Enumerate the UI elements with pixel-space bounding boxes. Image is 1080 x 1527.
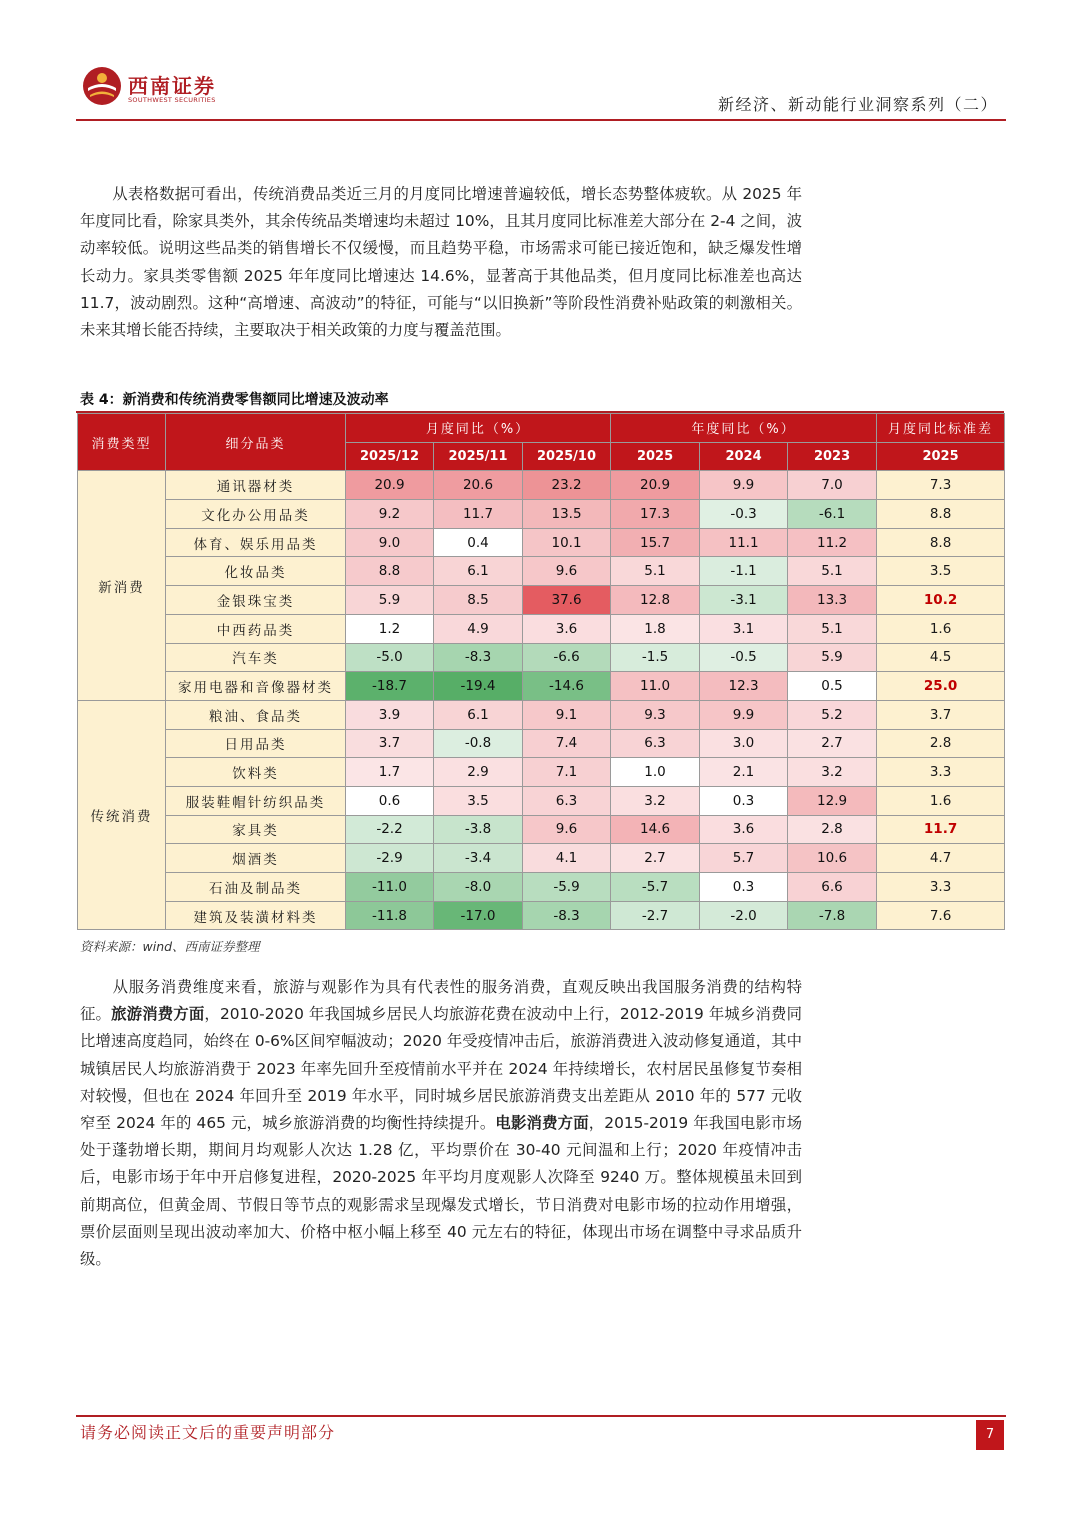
std-dev-cell: 4.7	[877, 844, 1005, 873]
sub-category-name: 石油及制品类	[166, 873, 346, 902]
header-monthly-yoy: 月度同比（%）	[346, 414, 611, 443]
annual-yoy-cell: 11.2	[788, 528, 877, 557]
monthly-yoy-cell: 10.1	[523, 528, 611, 557]
annual-yoy-cell: -2.7	[611, 901, 700, 930]
annual-yoy-cell: 11.0	[611, 672, 700, 701]
annual-yoy-cell: 5.2	[788, 700, 877, 729]
monthly-yoy-cell: 9.6	[523, 557, 611, 586]
annual-yoy-cell: -0.5	[700, 643, 788, 672]
annual-yoy-cell: -6.1	[788, 500, 877, 529]
subheader-year: 2025	[611, 442, 700, 471]
annual-yoy-cell: 5.1	[611, 557, 700, 586]
annual-yoy-cell: -1.5	[611, 643, 700, 672]
annual-yoy-cell: 5.9	[788, 643, 877, 672]
sub-category-name: 家用电器和音像器材类	[166, 672, 346, 701]
annual-yoy-cell: 15.7	[611, 528, 700, 557]
sub-category-name: 金银珠宝类	[166, 586, 346, 615]
annual-yoy-cell: 0.3	[700, 873, 788, 902]
subheader-month: 2025/12	[346, 442, 434, 471]
monthly-yoy-cell: 4.9	[434, 614, 523, 643]
annual-yoy-cell: 3.2	[788, 758, 877, 787]
table-header-row	[78, 414, 1005, 443]
subheader-year: 2023	[788, 442, 877, 471]
annual-yoy-cell: 11.1	[700, 528, 788, 557]
retail-growth-table	[77, 413, 1005, 930]
table-row	[78, 672, 1005, 701]
header-sub-category: 细分品类	[166, 414, 346, 471]
annual-yoy-cell: -5.7	[611, 873, 700, 902]
annual-yoy-cell: -1.1	[700, 557, 788, 586]
monthly-yoy-cell: 8.8	[346, 557, 434, 586]
monthly-yoy-cell: 37.6	[523, 586, 611, 615]
table-source-note: 资料来源：wind、西南证券整理	[80, 939, 260, 954]
monthly-yoy-cell: 6.1	[434, 700, 523, 729]
sub-category-name: 体育、娱乐用品类	[166, 528, 346, 557]
paragraph-services	[80, 974, 802, 1273]
std-dev-cell: 8.8	[877, 500, 1005, 529]
annual-yoy-cell: 12.9	[788, 786, 877, 815]
monthly-yoy-cell: 7.1	[523, 758, 611, 787]
annual-yoy-cell: 14.6	[611, 815, 700, 844]
std-dev-cell: 2.8	[877, 729, 1005, 758]
annual-yoy-cell: 17.3	[611, 500, 700, 529]
monthly-yoy-cell: 0.6	[346, 786, 434, 815]
annual-yoy-cell: 2.8	[788, 815, 877, 844]
monthly-yoy-cell: 3.6	[523, 614, 611, 643]
sub-category-name: 汽车类	[166, 643, 346, 672]
sub-category-name: 服装鞋帽针纺织品类	[166, 786, 346, 815]
sub-category-name: 家具类	[166, 815, 346, 844]
monthly-yoy-cell: 6.1	[434, 557, 523, 586]
monthly-yoy-cell: 9.0	[346, 528, 434, 557]
monthly-yoy-cell: -2.2	[346, 815, 434, 844]
company-logo	[82, 66, 232, 110]
sub-category-name: 烟酒类	[166, 844, 346, 873]
monthly-yoy-cell: -3.4	[434, 844, 523, 873]
annual-yoy-cell: 3.1	[700, 614, 788, 643]
table-row	[78, 844, 1005, 873]
header-divider	[76, 119, 1006, 121]
monthly-yoy-cell: -11.0	[346, 873, 434, 902]
film-text: ，2015-2019 年我国电影市场处于蓬勃增长期，期间月均观影人次达 1.28 亿，平均票价在 30-40 元间温和上行；2020 年疫情冲击后，电影市场于年中开启修复进程，2020-2025 年平均月度观影人次降至 9240 万。整体规模虽未回到前期高位，但黄金周、节假日等节点的观影需求呈现爆发式增长，节日消费对电影市场的拉动作用增强，票价层面则呈现出波动率加大、价格中枢小幅上移至 40 元左右的特征，体现出市场在调整中寻求品质升级。	[80, 1114, 802, 1269]
monthly-yoy-cell: 2.9	[434, 758, 523, 787]
annual-yoy-cell: 9.9	[700, 700, 788, 729]
annual-yoy-cell: 7.0	[788, 471, 877, 500]
tourism-label: 旅游消费方面	[111, 1005, 205, 1024]
logo-chinese-name: 西南证券	[128, 74, 216, 98]
sub-category-name: 日用品类	[166, 729, 346, 758]
std-dev-cell: 3.3	[877, 873, 1005, 902]
monthly-yoy-cell: 9.1	[523, 700, 611, 729]
monthly-yoy-cell: -6.6	[523, 643, 611, 672]
footer-notice: 请务必阅读正文后的重要声明部分	[80, 1423, 336, 1442]
logo-mark-icon	[82, 66, 122, 106]
annual-yoy-cell: 12.8	[611, 586, 700, 615]
monthly-yoy-cell: 20.6	[434, 471, 523, 500]
annual-yoy-cell: -2.0	[700, 901, 788, 930]
monthly-yoy-cell: 23.2	[523, 471, 611, 500]
annual-yoy-cell: -7.8	[788, 901, 877, 930]
table-row	[78, 557, 1005, 586]
monthly-yoy-cell: -19.4	[434, 672, 523, 701]
sub-category-name: 化妆品类	[166, 557, 346, 586]
std-dev-cell: 11.7	[877, 815, 1005, 844]
table-row	[78, 471, 1005, 500]
table-row	[78, 873, 1005, 902]
annual-yoy-cell: 5.1	[788, 557, 877, 586]
monthly-yoy-cell: -14.6	[523, 672, 611, 701]
subheader-std-year: 2025	[877, 442, 1005, 471]
group-traditional-consumption: 传统消费	[78, 700, 166, 930]
std-dev-cell: 3.5	[877, 557, 1005, 586]
table-row	[78, 786, 1005, 815]
monthly-yoy-cell: 13.5	[523, 500, 611, 529]
annual-yoy-cell: 5.1	[788, 614, 877, 643]
monthly-yoy-cell: 9.6	[523, 815, 611, 844]
std-dev-cell: 8.8	[877, 528, 1005, 557]
monthly-yoy-cell: 8.5	[434, 586, 523, 615]
table-row	[78, 586, 1005, 615]
monthly-yoy-cell: -5.0	[346, 643, 434, 672]
monthly-yoy-cell: 20.9	[346, 471, 434, 500]
annual-yoy-cell: 3.2	[611, 786, 700, 815]
monthly-yoy-cell: 3.7	[346, 729, 434, 758]
annual-yoy-cell: 6.6	[788, 873, 877, 902]
monthly-yoy-cell: -0.8	[434, 729, 523, 758]
monthly-yoy-cell: 1.7	[346, 758, 434, 787]
monthly-yoy-cell: -17.0	[434, 901, 523, 930]
monthly-yoy-cell: -8.3	[523, 901, 611, 930]
monthly-yoy-cell: -18.7	[346, 672, 434, 701]
monthly-yoy-cell: 9.2	[346, 500, 434, 529]
annual-yoy-cell: 2.1	[700, 758, 788, 787]
annual-yoy-cell: 2.7	[611, 844, 700, 873]
annual-yoy-cell: 9.9	[700, 471, 788, 500]
paragraph-analysis-text: 从表格数据可看出，传统消费品类近三月的月度同比增速普遍较低，增长态势整体疲软。从 2025 年年度同比看，除家具类外，其余传统品类增速均未超过 10%，且其月度同比标准差大部分在 2-4 之间，波动率较低。说明这些品类的销售增长不仅缓慢，而且趋势平稳，市场需求可能已接近饱和，缺乏爆发性增长动力。家具类零售额 2025 年年度同比增速达 14.6%，显著高于其他品类，但月度同比标准差也高达 11.7，波动剧烈。这种“高增速、高波动”的特征，可能与“以旧换新”等阶段性消费补贴政策的刺激相关。未来其增长能否持续，主要取决于相关政策的力度与覆盖范围。	[80, 185, 802, 340]
monthly-yoy-cell: 3.9	[346, 700, 434, 729]
film-label: 电影消费方面	[495, 1114, 589, 1133]
table-row	[78, 815, 1005, 844]
monthly-yoy-cell: -8.3	[434, 643, 523, 672]
monthly-yoy-cell: -3.8	[434, 815, 523, 844]
table-row	[78, 700, 1005, 729]
monthly-yoy-cell: 4.1	[523, 844, 611, 873]
table-body	[78, 471, 1005, 930]
monthly-yoy-cell: 11.7	[434, 500, 523, 529]
sub-category-name: 通讯器材类	[166, 471, 346, 500]
std-dev-cell: 7.3	[877, 471, 1005, 500]
subheader-month: 2025/10	[523, 442, 611, 471]
monthly-yoy-cell: -5.9	[523, 873, 611, 902]
logo-english-name: SOUTHWEST SECURITIES	[128, 96, 216, 104]
paragraph-analysis	[80, 181, 802, 344]
sub-category-name: 中西药品类	[166, 614, 346, 643]
header-monthly-std: 月度同比标准差	[877, 414, 1005, 443]
std-dev-cell: 3.7	[877, 700, 1005, 729]
monthly-yoy-cell: 1.2	[346, 614, 434, 643]
tourism-text: ，2010-2020 年我国城乡居民人均旅游花费在波动中上行，2012-2019 年城乡消费同比增速高度趋同，始终在 0-6%区间窄幅波动；2020 年受疫情冲击后，旅游消费进入波动修复通道，其中城镇居民人均旅游消费于 2023 年率先回升至疫情前水平并在 2024 年持续增长，农村居民虽修复节奏相对较慢，但也在 2024 年回升至 2019 年水平，同时城乡居民旅游消费支出差距从 2010 年的 577 元收窄至 2024 年的 465 元，城乡旅游消费的均衡性持续提升。	[80, 1005, 802, 1133]
annual-yoy-cell: 9.3	[611, 700, 700, 729]
table-row	[78, 643, 1005, 672]
monthly-yoy-cell: 3.5	[434, 786, 523, 815]
page-number: 7	[976, 1420, 1004, 1450]
sub-category-name: 粮油、食品类	[166, 700, 346, 729]
annual-yoy-cell: 0.3	[700, 786, 788, 815]
group-new-consumption: 新消费	[78, 471, 166, 701]
annual-yoy-cell: 20.9	[611, 471, 700, 500]
table-row	[78, 758, 1005, 787]
header-consumption-type: 消费类型	[78, 414, 166, 471]
monthly-yoy-cell: 6.3	[523, 786, 611, 815]
annual-yoy-cell: -3.1	[700, 586, 788, 615]
series-title: 新经济、新动能行业洞察系列（二）	[717, 95, 998, 114]
annual-yoy-cell: 10.6	[788, 844, 877, 873]
annual-yoy-cell: 12.3	[700, 672, 788, 701]
table-caption: 表 4：新消费和传统消费零售额同比增速及波动率	[80, 392, 389, 408]
table-row	[78, 901, 1005, 930]
std-dev-cell: 1.6	[877, 614, 1005, 643]
monthly-yoy-cell: -11.8	[346, 901, 434, 930]
std-dev-cell: 4.5	[877, 643, 1005, 672]
std-dev-cell: 3.3	[877, 758, 1005, 787]
header-annual-yoy: 年度同比（%）	[611, 414, 877, 443]
annual-yoy-cell: 2.7	[788, 729, 877, 758]
sub-category-name: 建筑及装潢材料类	[166, 901, 346, 930]
annual-yoy-cell: 0.5	[788, 672, 877, 701]
annual-yoy-cell: 3.6	[700, 815, 788, 844]
subheader-year: 2024	[700, 442, 788, 471]
table-row	[78, 729, 1005, 758]
monthly-yoy-cell: 5.9	[346, 586, 434, 615]
subheader-month: 2025/11	[434, 442, 523, 471]
std-dev-cell: 1.6	[877, 786, 1005, 815]
monthly-yoy-cell: -2.9	[346, 844, 434, 873]
annual-yoy-cell: 13.3	[788, 586, 877, 615]
sub-category-name: 文化办公用品类	[166, 500, 346, 529]
std-dev-cell: 10.2	[877, 586, 1005, 615]
monthly-yoy-cell: 0.4	[434, 528, 523, 557]
annual-yoy-cell: 1.8	[611, 614, 700, 643]
paragraph-services-lead: 从服务消费维度来看，旅游与观影作为具有代表性的服务消费，直观反映出我国服务消费的结构特征。	[80, 978, 802, 1024]
table-row	[78, 614, 1005, 643]
footer-divider	[76, 1415, 1006, 1417]
monthly-yoy-cell: -8.0	[434, 873, 523, 902]
annual-yoy-cell: 6.3	[611, 729, 700, 758]
sub-category-name: 饮料类	[166, 758, 346, 787]
annual-yoy-cell: 1.0	[611, 758, 700, 787]
table-row	[78, 500, 1005, 529]
monthly-yoy-cell: 7.4	[523, 729, 611, 758]
annual-yoy-cell: 5.7	[700, 844, 788, 873]
table-row	[78, 528, 1005, 557]
std-dev-cell: 25.0	[877, 672, 1005, 701]
std-dev-cell: 7.6	[877, 901, 1005, 930]
annual-yoy-cell: 3.0	[700, 729, 788, 758]
annual-yoy-cell: -0.3	[700, 500, 788, 529]
